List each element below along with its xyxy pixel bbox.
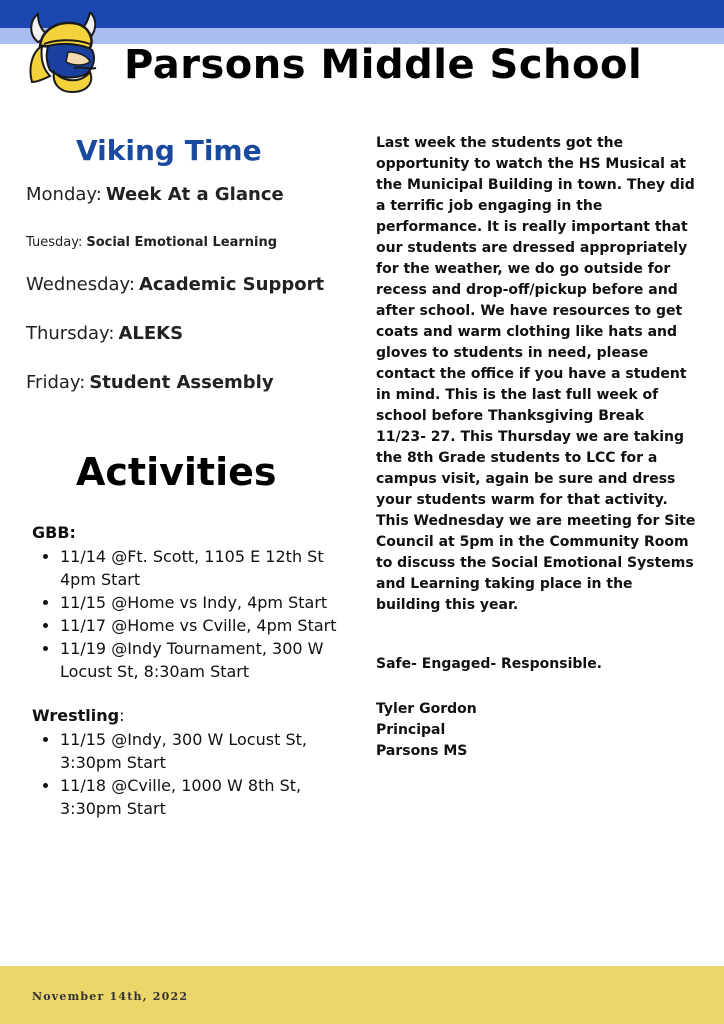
school-motto: Safe- Engaged- Responsible. [376,656,603,672]
schedule-activity: Week At a Glance [105,184,284,205]
signature-org: Parsons MS [376,743,468,759]
footer-band [0,966,724,1024]
list-item: • 11/18 @Cville, 1000 W 8th St, 3:30pm Start [60,774,360,820]
schedule-activity: Student Assembly [89,372,274,393]
wrestling-event-list [42,728,360,820]
wrestling-label-colon: : [119,706,125,725]
list-item: • 11/15 @Home vs Indy, 4pm Start [60,591,360,614]
page-title: Parsons Middle School [124,42,643,88]
principal-letter: Last week the students got the opportunity to watch the HS Musical at the Municipal Building in town. They did a terrific job engaging in the performance. It is really important that our students are dressed appropriately for the weather, we do go outside for recess and drop-off/pickup before and after school. We have resources to get coats and warm clothing like hats and gloves to students in need, please contact the office if you have a student in mind. This is the last full week of school before Thanksgiving Break 11/23- 27. This Thursday we are taking the 8th Grade students to LCC for a campus visit, again be sure and dress your students warm for that activity. This Wednesday we are meeting for Site Council at 5pm in the Community Room to discuss the Social Emotional Systems and Learning taking place in the building this year. [376,135,696,613]
schedule-day: Thursday: [26,323,115,344]
schedule-item-thursday [26,323,183,344]
viking-time-heading: Viking Time [76,134,262,167]
wrestling-label-text: Wrestling [32,706,120,725]
schedule-activity: ALEKS [118,323,184,344]
schedule-activity: Social Emotional Learning [86,235,278,250]
schedule-day: Wednesday: [26,274,135,295]
gbb-label: GBB: [32,523,76,542]
list-item: • 11/17 @Home vs Cville, 4pm Start [60,614,360,637]
schedule-item-tuesday [26,234,277,250]
wrestling-label [32,706,124,725]
activities-heading: Activities [76,450,277,494]
schedule-item-friday [26,372,274,393]
signature-block [376,699,477,762]
list-item: • 11/19 @Indy Tournament, 300 W Locust St, 8:30am Start [60,637,360,683]
schedule-day: Tuesday: [26,235,83,250]
schedule-day: Friday: [26,372,86,393]
viking-mascot-icon [24,12,112,94]
list-item: • 11/14 @Ft. Scott, 1105 E 12th St 4pm Start [60,545,360,591]
schedule-activity: Academic Support [138,274,325,295]
list-item: • 11/15 @Indy, 300 W Locust St, 3:30pm Start [60,728,360,774]
footer-date: November 14th, 2022 [32,990,189,1003]
gbb-event-list [42,545,360,683]
schedule-item-wednesday [26,274,324,295]
schedule-day: Monday: [26,184,102,205]
schedule-item-monday [26,184,284,205]
signature-title: Principal [376,722,446,738]
signature-name: Tyler Gordon [376,701,477,717]
